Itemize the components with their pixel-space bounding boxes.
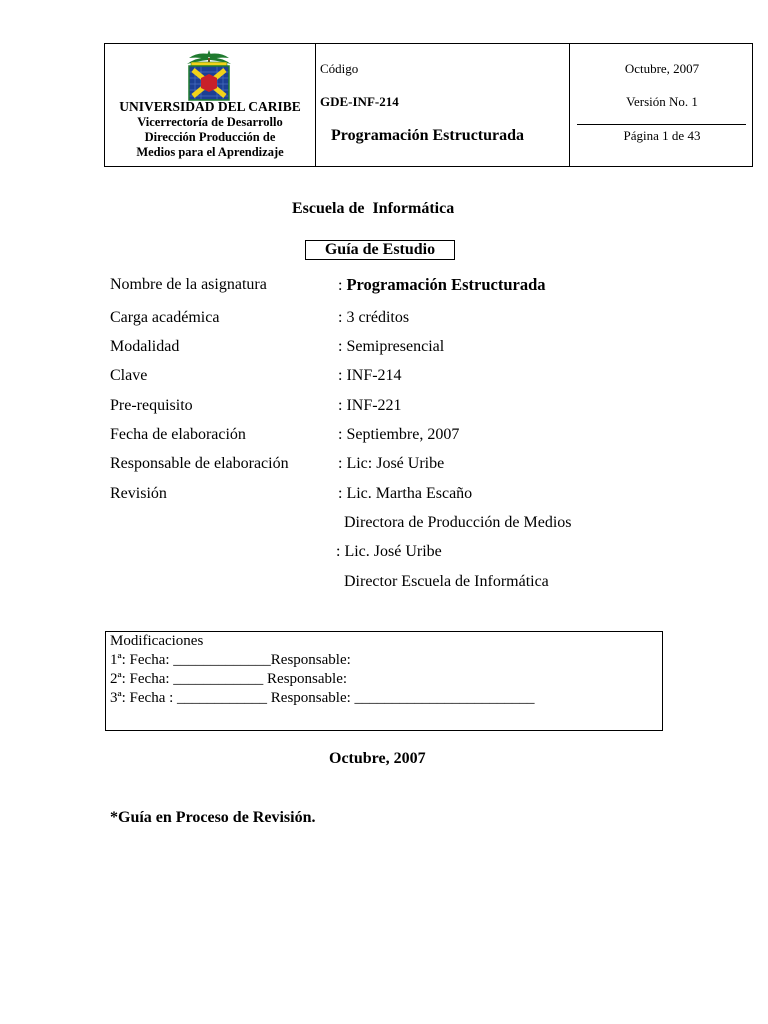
guide-title: Guía de Estudio	[305, 240, 455, 260]
field-label: Carga académica	[110, 309, 220, 326]
field-label: Revisión	[110, 485, 167, 502]
field-value: : Semipresencial	[338, 338, 445, 355]
university-name: UNIVERSIDAD DEL CARIBE	[119, 99, 301, 114]
revision-role-2: Director Escuela de Informática	[344, 573, 549, 590]
header-version-rule	[577, 124, 746, 125]
vicerrectoria-text: Vicerrectoría de Desarrollo	[137, 115, 283, 129]
modifications-box	[105, 631, 663, 731]
direccion-line-1: Dirección Producción de	[144, 130, 276, 144]
field-value: : Septiembre, 2007	[338, 426, 460, 443]
course-title-header: Programación Estructurada	[331, 127, 525, 144]
field-value: : INF-221	[338, 397, 402, 414]
field-label: Pre-requisito	[110, 397, 193, 414]
field-label: Nombre de la asignatura	[110, 276, 267, 293]
modification-line: 3ª: Fecha : ____________ Responsable: ________________________	[110, 690, 535, 706]
field-value: : Lic: José Uribe	[338, 455, 445, 472]
field-value-course-name: Programación Estructurada	[346, 275, 546, 294]
direccion-line-2: Medios para el Aprendizaje	[136, 145, 284, 159]
modifications-title: Modificaciones	[110, 633, 204, 649]
footer-date: Octubre, 2007	[329, 750, 426, 767]
field-label: Fecha de elaboración	[110, 426, 246, 443]
modification-line: 2ª: Fecha: ____________ Responsable:	[110, 671, 348, 687]
header-date: Octubre, 2007	[624, 61, 700, 76]
revision-note: *Guía en Proceso de Revisión.	[110, 809, 316, 826]
field-value: : 3 créditos	[338, 309, 410, 326]
university-logo-icon	[181, 48, 237, 104]
codigo-value: GDE-INF-214	[320, 94, 399, 109]
modification-line: 1ª: Fecha: _____________Responsable:	[110, 652, 351, 668]
field-value: : Programación Estructurada	[338, 275, 546, 294]
field-label: Responsable de elaboración	[110, 455, 289, 472]
document-header-table	[104, 43, 753, 167]
codigo-label: Código	[320, 61, 359, 76]
revision-role-1: Directora de Producción de Medios	[344, 514, 572, 531]
header-version: Versión No. 1	[626, 94, 698, 109]
header-divider-1	[315, 44, 316, 166]
header-page-number: Página 1 de 43	[623, 128, 701, 143]
field-value: : Lic. Martha Escaño	[338, 485, 473, 502]
field-label: Modalidad	[110, 338, 180, 355]
field-value: : INF-214	[338, 367, 402, 384]
revision-name-2: : Lic. José Uribe	[336, 543, 442, 560]
field-label: Clave	[110, 367, 148, 384]
school-name: Escuela de Informática	[292, 200, 455, 217]
